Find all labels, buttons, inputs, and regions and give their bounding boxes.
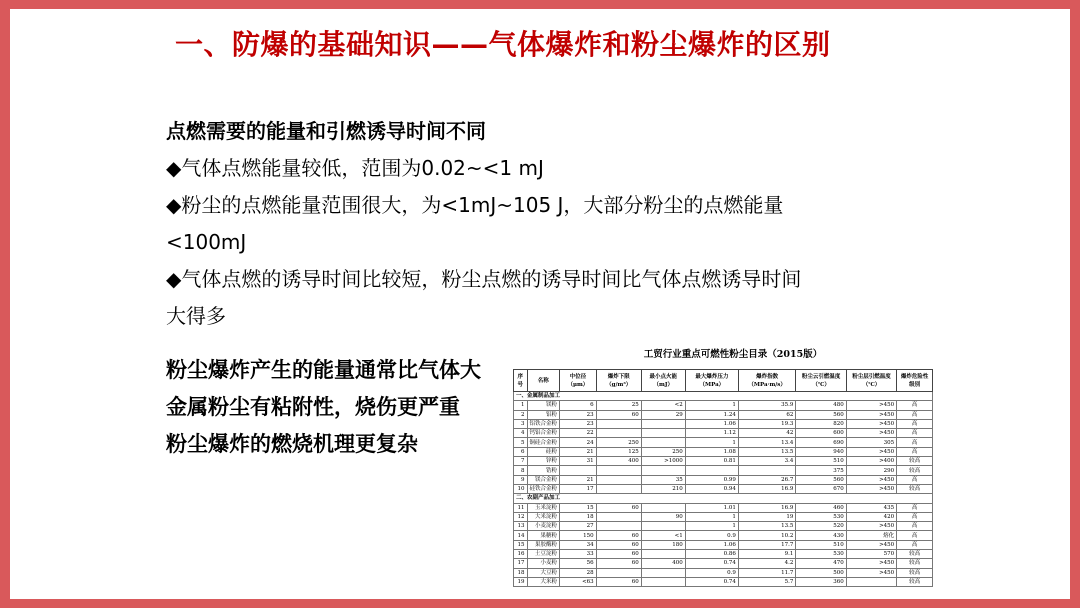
table-cell: 6: [560, 401, 597, 410]
table-cell: 2: [514, 410, 528, 419]
table-cell: 56: [560, 559, 597, 568]
bullet-line: ◆粉尘的点燃能量范围很大，为<1mJ~105 J，大部分粉尘的点燃能量: [166, 193, 784, 217]
table-cell: 0.9: [685, 531, 738, 540]
table-row: [514, 568, 933, 577]
table-row: [514, 559, 933, 568]
table-header-cell: 爆炸危险性级别: [897, 370, 933, 392]
table-cell: 高: [897, 475, 933, 484]
table-cell: 940: [796, 447, 846, 456]
table-row: [514, 410, 933, 419]
table-cell: 9.1: [738, 550, 796, 559]
table-cell: 27: [560, 522, 597, 531]
table-cell: 高: [897, 438, 933, 447]
table-cell: 0.94: [685, 484, 738, 493]
table-cell: >450: [846, 410, 896, 419]
table-header-cell: 最小点火能（mJ）: [641, 370, 685, 392]
table-cell: 430: [796, 531, 846, 540]
table-cell: 高: [897, 447, 933, 456]
table-cell: 150: [560, 531, 597, 540]
table-cell: 高: [897, 410, 933, 419]
table-cell: 180: [641, 540, 685, 549]
table-cell: 34: [560, 540, 597, 549]
table-header-cell: 中位径（μm）: [560, 370, 597, 392]
table-cell: 镁合金粉: [527, 475, 560, 484]
dust-catalog-table: [513, 369, 933, 587]
table-cell: 果胶酶粉: [527, 540, 560, 549]
table-cell: 460: [796, 503, 846, 512]
table-cell: 1.06: [685, 540, 738, 549]
table-cell: 510: [796, 540, 846, 549]
table-cell: 大豆粉: [527, 568, 560, 577]
table-cell: [738, 466, 796, 475]
table-cell: 22: [560, 429, 597, 438]
table-cell: 熔化: [846, 531, 896, 540]
table-cell: 较高: [897, 550, 933, 559]
table-row: [514, 550, 933, 559]
table-cell: 21: [560, 475, 597, 484]
table-cell: [641, 568, 685, 577]
table-cell: 1: [514, 401, 528, 410]
dust-catalog-image: [513, 347, 933, 599]
table-cell: 28: [560, 568, 597, 577]
table-cell: 31: [560, 457, 597, 466]
table-cell: 1: [685, 522, 738, 531]
table-cell: 锌粉: [527, 457, 560, 466]
table-cell: 高: [897, 512, 933, 521]
table-cell: 0.99: [685, 475, 738, 484]
table-cell: 钙铝合金粉: [527, 429, 560, 438]
table-cell: 375: [796, 466, 846, 475]
table-cell: 1.06: [685, 419, 738, 428]
table-cell: 1: [685, 401, 738, 410]
table-cell: >450: [846, 401, 896, 410]
table-cell: 90: [641, 512, 685, 521]
table-cell: 土豆淀粉: [527, 550, 560, 559]
table-cell: 较高: [897, 568, 933, 577]
table-cell: 19: [738, 512, 796, 521]
table-cell: 较高: [897, 466, 933, 475]
table-cell: 17: [514, 559, 528, 568]
table-row: [514, 512, 933, 521]
table-cell: 60: [596, 550, 641, 559]
table-body: [514, 392, 933, 587]
table-cell: 铜硅合金粉: [527, 438, 560, 447]
table-header-cell: 爆炸指数（MPa·m/s）: [738, 370, 796, 392]
table-cell: [641, 503, 685, 512]
table-cell: 高: [897, 503, 933, 512]
table-cell: 570: [846, 550, 896, 559]
table-row: [514, 522, 933, 531]
table-cell: 较高: [897, 457, 933, 466]
table-cell: 0.86: [685, 550, 738, 559]
table-cell: 560: [796, 410, 846, 419]
table-cell: 17: [560, 484, 597, 493]
table-cell: 玉米淀粉: [527, 503, 560, 512]
table-cell: 670: [796, 484, 846, 493]
table-cell: >450: [846, 419, 896, 428]
table-cell: 0.9: [685, 568, 738, 577]
table-row: [514, 429, 933, 438]
table-cell: 435: [846, 503, 896, 512]
table-cell: 26.7: [738, 475, 796, 484]
table-cell: 13.4: [738, 438, 796, 447]
table-cell: <63: [560, 577, 597, 586]
table-cell: 17.7: [738, 540, 796, 549]
table-cell: 500: [796, 568, 846, 577]
table-cell: 12: [514, 512, 528, 521]
table-cell: >450: [846, 484, 896, 493]
table-cell: 13.5: [738, 522, 796, 531]
table-title: 工贸行业重点可燃性粉尘目录（2015版）: [643, 349, 823, 360]
table-row: [514, 419, 933, 428]
table-cell: >450: [846, 568, 896, 577]
table-cell: [685, 466, 738, 475]
table-cell: 3.4: [738, 457, 796, 466]
table-row: [514, 438, 933, 447]
table-section-label: 一、金属制品加工: [514, 392, 933, 401]
table-cell: 7: [514, 457, 528, 466]
table-cell: 9: [514, 475, 528, 484]
table-cell: 16.9: [738, 503, 796, 512]
slide-title: 一、防爆的基础知识——气体爆炸和粉尘爆炸的区别: [175, 28, 831, 61]
table-section-label: 二、农副产品加工: [514, 494, 933, 503]
bullet-line: ◆气体点燃能量较低，范围为0.02~<1 mJ: [166, 156, 544, 180]
table-cell: 305: [846, 438, 896, 447]
table-cell: 210: [641, 484, 685, 493]
table-cell: 33: [560, 550, 597, 559]
table-cell: >400: [846, 457, 896, 466]
table-cell: 13: [514, 522, 528, 531]
table-cell: 600: [796, 429, 846, 438]
table-cell: 60: [596, 410, 641, 419]
table-cell: 400: [641, 559, 685, 568]
table-cell: 18: [514, 568, 528, 577]
table-row: [514, 401, 933, 410]
table-cell: 6: [514, 447, 528, 456]
table-cell: [641, 438, 685, 447]
table-cell: 铝粉: [527, 410, 560, 419]
table-cell: 19: [514, 577, 528, 586]
section-heading: 点燃需要的能量和引燃诱导时间不同: [166, 119, 486, 143]
table-cell: [596, 522, 641, 531]
table-cell: 16.9: [738, 484, 796, 493]
table-cell: 高: [897, 429, 933, 438]
table-cell: 480: [796, 401, 846, 410]
table-cell: 较高: [897, 559, 933, 568]
table-cell: 0.74: [685, 577, 738, 586]
table-cell: 锆粉: [527, 466, 560, 475]
table-cell: 铝铁合金粉: [527, 419, 560, 428]
table-cell: 高: [897, 540, 933, 549]
table-cell: 60: [596, 540, 641, 549]
table-cell: 较高: [897, 577, 933, 586]
table-cell: >450: [846, 540, 896, 549]
table-cell: 29: [641, 410, 685, 419]
table-header-row: [514, 370, 933, 392]
table-cell: 1.24: [685, 410, 738, 419]
table-cell: [641, 429, 685, 438]
table-cell: 8: [514, 466, 528, 475]
table-cell: 60: [596, 531, 641, 540]
table-cell: [560, 466, 597, 475]
table-cell: 小麦粉: [527, 559, 560, 568]
slide: [10, 9, 1070, 599]
table-cell: 560: [796, 475, 846, 484]
table-cell: 1.01: [685, 503, 738, 512]
table-header-cell: 粉尘云引燃温度（℃）: [796, 370, 846, 392]
table-cell: 硅粉: [527, 447, 560, 456]
table-cell: 400: [596, 457, 641, 466]
table-cell: 硅铁合金粉: [527, 484, 560, 493]
table-cell: 果糖粉: [527, 531, 560, 540]
table-cell: [596, 419, 641, 428]
table-header-cell: 粉尘层引燃温度（℃）: [846, 370, 896, 392]
table-cell: 高: [897, 531, 933, 540]
table-cell: 4: [514, 429, 528, 438]
table-cell: 0.81: [685, 457, 738, 466]
table-cell: [641, 550, 685, 559]
table-cell: [596, 484, 641, 493]
table-row: [514, 447, 933, 456]
table-row: [514, 503, 933, 512]
table-cell: >1000: [641, 457, 685, 466]
table-cell: 10: [514, 484, 528, 493]
table-cell: 60: [596, 503, 641, 512]
table-cell: >450: [846, 559, 896, 568]
table-row: [514, 457, 933, 466]
table-cell: [596, 466, 641, 475]
table-cell: 小麦淀粉: [527, 522, 560, 531]
table-cell: 1.08: [685, 447, 738, 456]
table-cell: <1: [641, 531, 685, 540]
key-point: 粉尘爆炸产生的能量通常比气体大: [166, 358, 481, 382]
table-cell: 470: [796, 559, 846, 568]
table-cell: 250: [641, 447, 685, 456]
bullet-line: <100mJ: [166, 230, 247, 254]
table-cell: [596, 568, 641, 577]
table-cell: 530: [796, 550, 846, 559]
table-cell: 13.5: [738, 447, 796, 456]
table-cell: 高: [897, 522, 933, 531]
table-cell: [596, 429, 641, 438]
table-row: [514, 577, 933, 586]
key-point: 金属粉尘有粘附性，烧伤更严重: [166, 395, 460, 419]
table-cell: >450: [846, 447, 896, 456]
table-cell: 0.74: [685, 559, 738, 568]
table-cell: 10.2: [738, 531, 796, 540]
table-cell: 5: [514, 438, 528, 447]
table-cell: 250: [596, 438, 641, 447]
table-cell: [641, 419, 685, 428]
table-cell: 520: [796, 522, 846, 531]
table-cell: 15: [560, 503, 597, 512]
table-cell: 14: [514, 531, 528, 540]
table-cell: 11: [514, 503, 528, 512]
table-cell: 镁粉: [527, 401, 560, 410]
table-cell: 5.7: [738, 577, 796, 586]
body-text: [166, 113, 906, 335]
table-row: [514, 531, 933, 540]
table-cell: 35.9: [738, 401, 796, 410]
table-header-cell: 名称: [527, 370, 560, 392]
table-cell: 125: [596, 447, 641, 456]
table-cell: 420: [846, 512, 896, 521]
table-cell: 16: [514, 550, 528, 559]
table-cell: 较高: [897, 484, 933, 493]
table-row: [514, 475, 933, 484]
table-cell: 18: [560, 512, 597, 521]
table-cell: 60: [596, 559, 641, 568]
table-row: [514, 466, 933, 475]
table-cell: 42: [738, 429, 796, 438]
table-cell: 3: [514, 419, 528, 428]
table-cell: 23: [560, 419, 597, 428]
table-cell: 290: [846, 466, 896, 475]
table-cell: [846, 577, 896, 586]
table-cell: 820: [796, 419, 846, 428]
table-header-cell: 序号: [514, 370, 528, 392]
table-row: [514, 540, 933, 549]
bullet-line: 大得多: [166, 304, 226, 328]
table-cell: [641, 522, 685, 531]
table-cell: 1: [685, 512, 738, 521]
table-cell: 530: [796, 512, 846, 521]
table-cell: 高: [897, 419, 933, 428]
table-cell: 24: [560, 438, 597, 447]
table-cell: [596, 475, 641, 484]
table-cell: [641, 466, 685, 475]
bullet-line: ◆气体点燃的诱导时间比较短，粉尘点燃的诱导时间比气体点燃诱导时间: [166, 267, 802, 291]
table-cell: 4.2: [738, 559, 796, 568]
table-section-row: [514, 392, 933, 401]
table-cell: 23: [560, 410, 597, 419]
table-cell: >450: [846, 475, 896, 484]
table-cell: 1.12: [685, 429, 738, 438]
table-cell: >450: [846, 429, 896, 438]
table-cell: [641, 577, 685, 586]
key-points: [166, 352, 481, 463]
table-cell: 690: [796, 438, 846, 447]
table-header-cell: 爆炸下限（g/m³）: [596, 370, 641, 392]
table-cell: 510: [796, 457, 846, 466]
table-header-cell: 最大爆炸压力（MPa）: [685, 370, 738, 392]
table-cell: <2: [641, 401, 685, 410]
table-cell: 15: [514, 540, 528, 549]
table-cell: >450: [846, 522, 896, 531]
table-cell: 360: [796, 577, 846, 586]
table-cell: 35: [641, 475, 685, 484]
table-cell: 11.7: [738, 568, 796, 577]
table-cell: 25: [596, 401, 641, 410]
table-cell: 大米粉: [527, 577, 560, 586]
table-cell: 高: [897, 401, 933, 410]
table-cell: 21: [560, 447, 597, 456]
table-cell: 大米淀粉: [527, 512, 560, 521]
table-cell: 62: [738, 410, 796, 419]
table-cell: 19.3: [738, 419, 796, 428]
table-row: [514, 484, 933, 493]
table-section-row: [514, 494, 933, 503]
table-cell: 1: [685, 438, 738, 447]
key-point: 粉尘爆炸的燃烧机理更复杂: [166, 432, 418, 456]
table-cell: 60: [596, 577, 641, 586]
table-cell: [596, 512, 641, 521]
